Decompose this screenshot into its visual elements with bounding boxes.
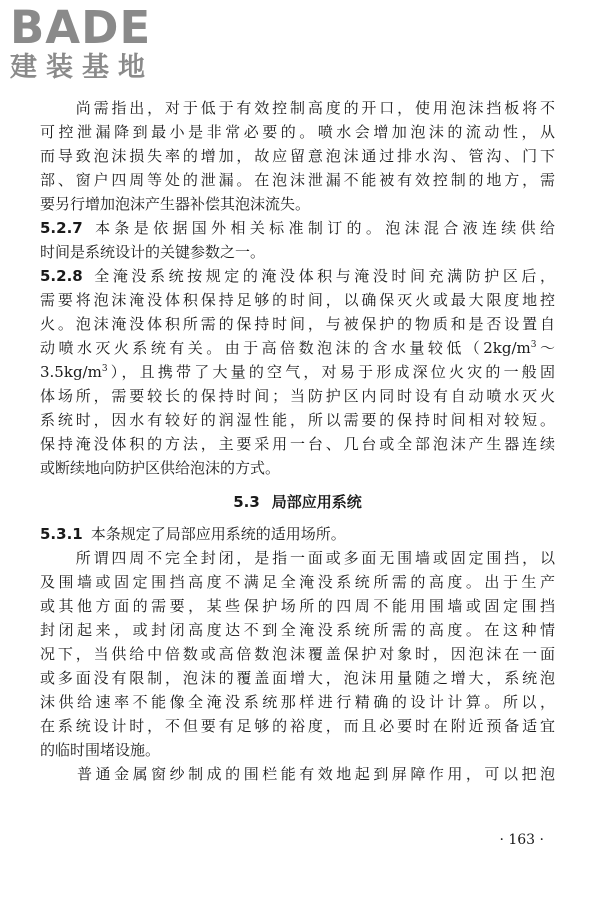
paragraph-line: 保持淹没体积的方法，主要采用一台、几台或全部泡沫产生器连续 [40, 435, 555, 453]
clause-5-2-7-line: 5.2.7 本条是依据国外相关标准制订的。泡沫混合液连续供给 [40, 219, 555, 237]
clause-number: 5.2.8 [40, 267, 83, 285]
page-number: · 163 · [499, 832, 544, 848]
paragraph-line: 或断续地向防护区供给泡沫的方式。 [40, 459, 281, 477]
paragraph-line: 需要将泡沫淹没体积保持足够的时间，以确保灭火或最大限度地控 [40, 291, 555, 309]
clause-5-3-1-line: 5.3.1 本条规定了局部应用系统的适用场所。 [40, 525, 346, 543]
section-title: 局部应用系统 [271, 493, 362, 511]
paragraph-line: 而导致泡沫损失率的增加，故应留意泡沫通过排水沟、管沟、门下 [40, 147, 555, 165]
paragraph-line: 体场所，需要较长的保持时间；当防护区内同时设有自动喷水灭火 [40, 387, 555, 405]
section-heading [40, 490, 555, 514]
paragraph-line: 或其他方面的需要，某些保护场所的四周不能用围墙或固定围挡 [40, 597, 555, 615]
paragraph-line: 可控泄漏降到最小是非常必要的。喷水会增加泡沫的流动性，从 [40, 123, 555, 141]
paragraph-line: 所谓四周不完全封闭，是指一面或多面无围墙或固定围挡，以 [40, 549, 555, 567]
superscript: 3 [101, 364, 108, 374]
bade-logo [10, 1, 180, 88]
clause-number: 5.2.7 [40, 219, 83, 237]
paragraph-line: 封闭起来，或封闭高度达不到全淹没系统所需的高度。在这种情 [40, 621, 555, 639]
paragraph-line: $3.5kg/m^3$），且携带了大量的空气，对易于形成深位火灾的一般固 [40, 363, 555, 381]
clause-number: 5.3.1 [40, 525, 83, 543]
logo-wordmark: BADE [10, 1, 152, 54]
paragraph-line: 况下，当供给中倍数或高倍数泡沫覆盖保护对象时，因泡沫在一面 [40, 645, 555, 663]
paragraph-line: 普通金属窗纱制成的围栏能有效地起到屏障作用，可以把泡 [40, 765, 555, 783]
paragraph-line: 动喷水灭火系统有关。由于高倍数泡沫的含水量较低（$2kg/m^3\sim$ [40, 339, 555, 357]
section-number: 5.3 [233, 493, 260, 511]
paragraph-line: 部、窗户四周等处的泄漏。在泡沫泄漏不能被有效控制的地方，需 [40, 171, 555, 189]
paragraph-line: 要另行增加泡沫产生器补偿其泡沫流失。 [40, 195, 311, 213]
paragraph-line: 的临时围堵设施。 [40, 741, 161, 759]
document-body [40, 96, 555, 786]
paragraph-line: 火。泡沫淹没体积所需的保持时间，与被保护的物质和是否设置自 [40, 315, 555, 333]
paragraph-line: 系统时，因水有较好的润湿性能，所以需要的保持时间相对较短。 [40, 411, 555, 429]
paragraph-line: 及围墙或固定围挡高度不满足全淹没系统所需的高度。出于生产 [40, 573, 555, 591]
paragraph-line: 或多面没有限制，泡沫的覆盖面增大，泡沫用量随之增大，系统泡 [40, 669, 555, 687]
paragraph-line: 在系统设计时，不但要有足够的裕度，而且必要时在附近预备适宜 [40, 717, 555, 735]
paragraph-line: 沫供给速率不能像全淹没系统那样进行精确的设计计算。所以， [40, 693, 555, 711]
logo-subtitle: 建装基地 [10, 52, 154, 83]
paragraph-line: 尚需指出，对于低于有效控制高度的开口，使用泡沫挡板将不 [40, 99, 555, 117]
superscript: 3 [530, 340, 537, 350]
clause-5-2-8-line: 5.2.8 全淹没系统按规定的淹没体积与淹没时间充满防护区后， [40, 267, 555, 285]
paragraph-line: 时间是系统设计的关键参数之一。 [40, 243, 266, 261]
